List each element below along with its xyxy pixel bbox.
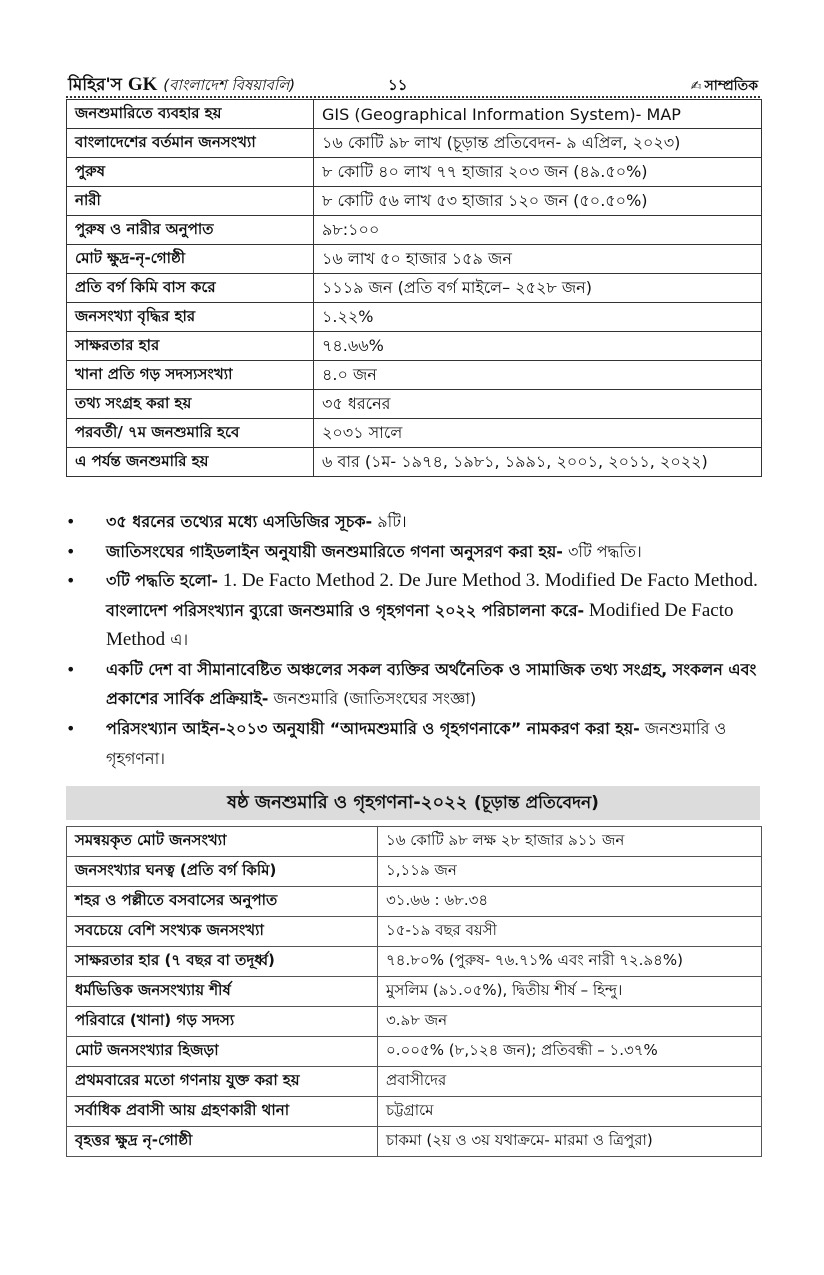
row-value: ৮ কোটি ৫৬ লাখ ৫৩ হাজার ১২০ জন (৫০.৫০%) [314, 187, 762, 216]
row-label: বাংলাদেশের বর্তমান জনসংখ্যা [67, 129, 314, 158]
table-row [67, 187, 762, 216]
row-label: পুরুষ ও নারীর অনুপাত [67, 216, 314, 245]
row-value: ৮ কোটি ৪০ লাখ ৭৭ হাজার ২০৩ জন (৪৯.৫০%) [314, 158, 762, 187]
bullet-bold: জাতিসংঘের গাইডলাইন অনুযায়ী জনশুমারিতে গণনা অনুসরণ করা হয়- [106, 541, 563, 561]
bullet-text: জনশুমারি ও গৃহগণনা। [106, 718, 727, 768]
row-label: বৃহত্তর ক্ষুদ্র নৃ-গোষ্ঠী [67, 1127, 378, 1157]
bullet-text: ৩টি পদ্ধতি। [562, 541, 642, 561]
census-2022-table [66, 826, 762, 1157]
row-value: ১৬ কোটি ৯৮ লক্ষ ২৮ হাজার ৯১১ জন [378, 827, 762, 857]
notes-list [66, 507, 760, 774]
row-label: মোট ক্ষুদ্র-নৃ-গোষ্ঠী [67, 245, 314, 274]
bullet-bold: পরিসংখ্যান আইন-২০১৩ অনুযায়ী “আদমশুমারি ও গৃহগণনাকে” নামকরণ করা হয়- [106, 718, 640, 738]
bullet-bold: বাংলাদেশ পরিসংখ্যান ব্যুরো জনশুমারি ও গৃহগণনা ২০২২ পরিচালনা করে- [106, 600, 585, 620]
table-row [67, 245, 762, 274]
page-number: ১১ [388, 76, 408, 94]
page-header [66, 72, 760, 98]
table-row [67, 129, 762, 158]
row-value: ১১১৯ জন (প্রতি বর্গ মাইলে– ২৫২৮ জন) [314, 274, 762, 303]
row-label: পরিবারে (খানা) গড় সদস্য [67, 1007, 378, 1037]
row-value: ২০৩১ সালে [314, 419, 762, 448]
row-label: খানা প্রতি গড় সদস্যসংখ্যা [67, 361, 314, 390]
row-label: জনসংখ্যা বৃদ্ধির হার [67, 303, 314, 332]
row-label: জনসংখ্যার ঘনত্ব (প্রতি বর্গ কিমি) [67, 857, 378, 887]
row-value: ৯৮:১০০ [314, 216, 762, 245]
table-row [67, 857, 762, 887]
row-value: ০.০০৫% (৮,১২৪ জন); প্রতিবন্ধী – ১.৩৭% [378, 1037, 762, 1067]
table-row [67, 419, 762, 448]
section-label [691, 74, 758, 98]
row-value: চাকমা (২য় ও ৩য় যথাক্রমে- মারমা ও ত্রিপুরা) [378, 1127, 762, 1157]
bullet-bold: একটি দেশ বা সীমানাবেষ্টিত অঞ্চলের সকল ব্যক্তির অর্থনৈতিক ও সামাজিক তথ্য সংগ্রহ, সংকলন এবং প্রকাশের সার্বিক প্রক্রিয়াই- [106, 659, 757, 708]
table-row [67, 274, 762, 303]
row-value: ১৫-১৯ বছর বয়সী [378, 917, 762, 947]
row-label: নারী [67, 187, 314, 216]
row-value: ১,১১৯ জন [378, 857, 762, 887]
table-row [67, 1097, 762, 1127]
table-row [67, 947, 762, 977]
row-label: পুরুষ [67, 158, 314, 187]
table-row [67, 827, 762, 857]
table-row [67, 332, 762, 361]
section-banner [66, 786, 760, 820]
bullet-item [66, 507, 760, 537]
census-facts-table [66, 99, 762, 477]
row-label: শহর ও পল্লীতে বসবাসের অনুপাত [67, 887, 378, 917]
table-row [67, 1127, 762, 1157]
row-value: ৩৫ ধরনের [314, 390, 762, 419]
row-label: জনশুমারিতে ব্যবহার হয় [67, 100, 314, 129]
row-value: ৬ বার (১ম- ১৯৭৪, ১৯৮১, ১৯৯১, ২০০১, ২০১১, ২০২২) [314, 448, 762, 477]
row-label: সাক্ষরতার হার (৭ বছর বা তদূর্ধ্ব) [67, 947, 378, 977]
section-title: সাম্প্রতিক [704, 78, 758, 94]
row-label: তথ্য সংগ্রহ করা হয় [67, 390, 314, 419]
brand-name: মিহির'স [68, 75, 122, 95]
table-row [67, 977, 762, 1007]
table-row [67, 303, 762, 332]
row-label: সবচেয়ে বেশি সংখ্যক জনসংখ্যা [67, 917, 378, 947]
table-row [67, 887, 762, 917]
row-label: পরবর্তী/ ৭ম জনশুমারি হবে [67, 419, 314, 448]
table-row [67, 1007, 762, 1037]
row-label: মোট জনসংখ্যার হিজড়া [67, 1037, 378, 1067]
row-value: প্রবাসীদের [378, 1067, 762, 1097]
bullet-item [66, 714, 760, 774]
bullet-text: এ। [165, 630, 189, 649]
row-label: সর্বাধিক প্রবাসী আয় গ্রহণকারী থানা [67, 1097, 378, 1127]
row-label: প্রতি বর্গ কিমি বাস করে [67, 274, 314, 303]
row-label: ধর্মভিত্তিক জনসংখ্যায় শীর্ষ [67, 977, 378, 1007]
row-label: সাক্ষরতার হার [67, 332, 314, 361]
writing-hand-icon: ✍ [690, 79, 702, 94]
table-row [67, 917, 762, 947]
row-label: প্রথমবারের মতো গণনায় যুক্ত করা হয় [67, 1067, 378, 1097]
bullet-item [66, 655, 760, 714]
bullet-item [66, 537, 760, 567]
table-row [67, 1037, 762, 1067]
row-value: ৩১.৬৬ : ৬৮.৩৪ [378, 887, 762, 917]
row-value: ১.২২% [314, 303, 762, 332]
table-row [67, 216, 762, 245]
bullet-bold: ৩টি পদ্ধতি হলো- [106, 571, 219, 590]
table-row [67, 158, 762, 187]
bullet-text: জনশুমারি (জাতিসংঘের সংজ্ঞা) [268, 689, 477, 708]
row-value: মুসলিম (৯১.০৫%), দ্বিতীয় শীর্ষ – হিন্দু। [378, 977, 762, 1007]
row-value: ৩.৯৮ জন [378, 1007, 762, 1037]
bullet-text: ৯টি। [372, 512, 407, 531]
row-label: এ পর্যন্ত জনশুমারি হয় [67, 448, 314, 477]
row-value: ১৬ লাখ ৫০ হাজার ১৫৯ জন [314, 245, 762, 274]
row-value: ১৬ কোটি ৯৮ লাখ (চূড়ান্ত প্রতিবেদন- ৯ এপ্রিল, ২০২৩) [314, 129, 762, 158]
table-row [67, 448, 762, 477]
banner-title: ষষ্ঠ জনশুমারি ও গৃহগণনা-২০২২ [227, 792, 468, 813]
row-label: সমন্বয়কৃত মোট জনসংখ্যা [67, 827, 378, 857]
bullet-bold: ৩৫ ধরনের তথ্যের মধ্যে এসডিজির সূচক- [106, 512, 373, 531]
row-value: চট্টগ্রামে [378, 1097, 762, 1127]
row-value: GIS (Geographical Information System)- MAP [314, 100, 762, 129]
row-value: ৪.০ জন [314, 361, 762, 390]
bullet-item [66, 566, 760, 655]
row-value: ৭৪.৬৬% [314, 332, 762, 361]
brand-gk: GK [127, 74, 158, 95]
bullet-english: 1. De Facto Method 2. De Jure Method 3. Modified De Facto Method. [218, 570, 758, 591]
table-row [67, 390, 762, 419]
table-row [67, 1067, 762, 1097]
book-subtitle: (বাংলাদেশ বিষয়াবলি) [163, 76, 296, 94]
banner-note: (চূড়ান্ত প্রতিবেদন) [473, 793, 599, 813]
table-row [67, 100, 762, 129]
book-title [68, 72, 295, 100]
row-value: ৭৪.৮০% (পুরুষ- ৭৬.৭১% এবং নারী ৭২.৯৪%) [378, 947, 762, 977]
table-row [67, 361, 762, 390]
bullet-english: Modified De Facto Method [106, 599, 734, 650]
